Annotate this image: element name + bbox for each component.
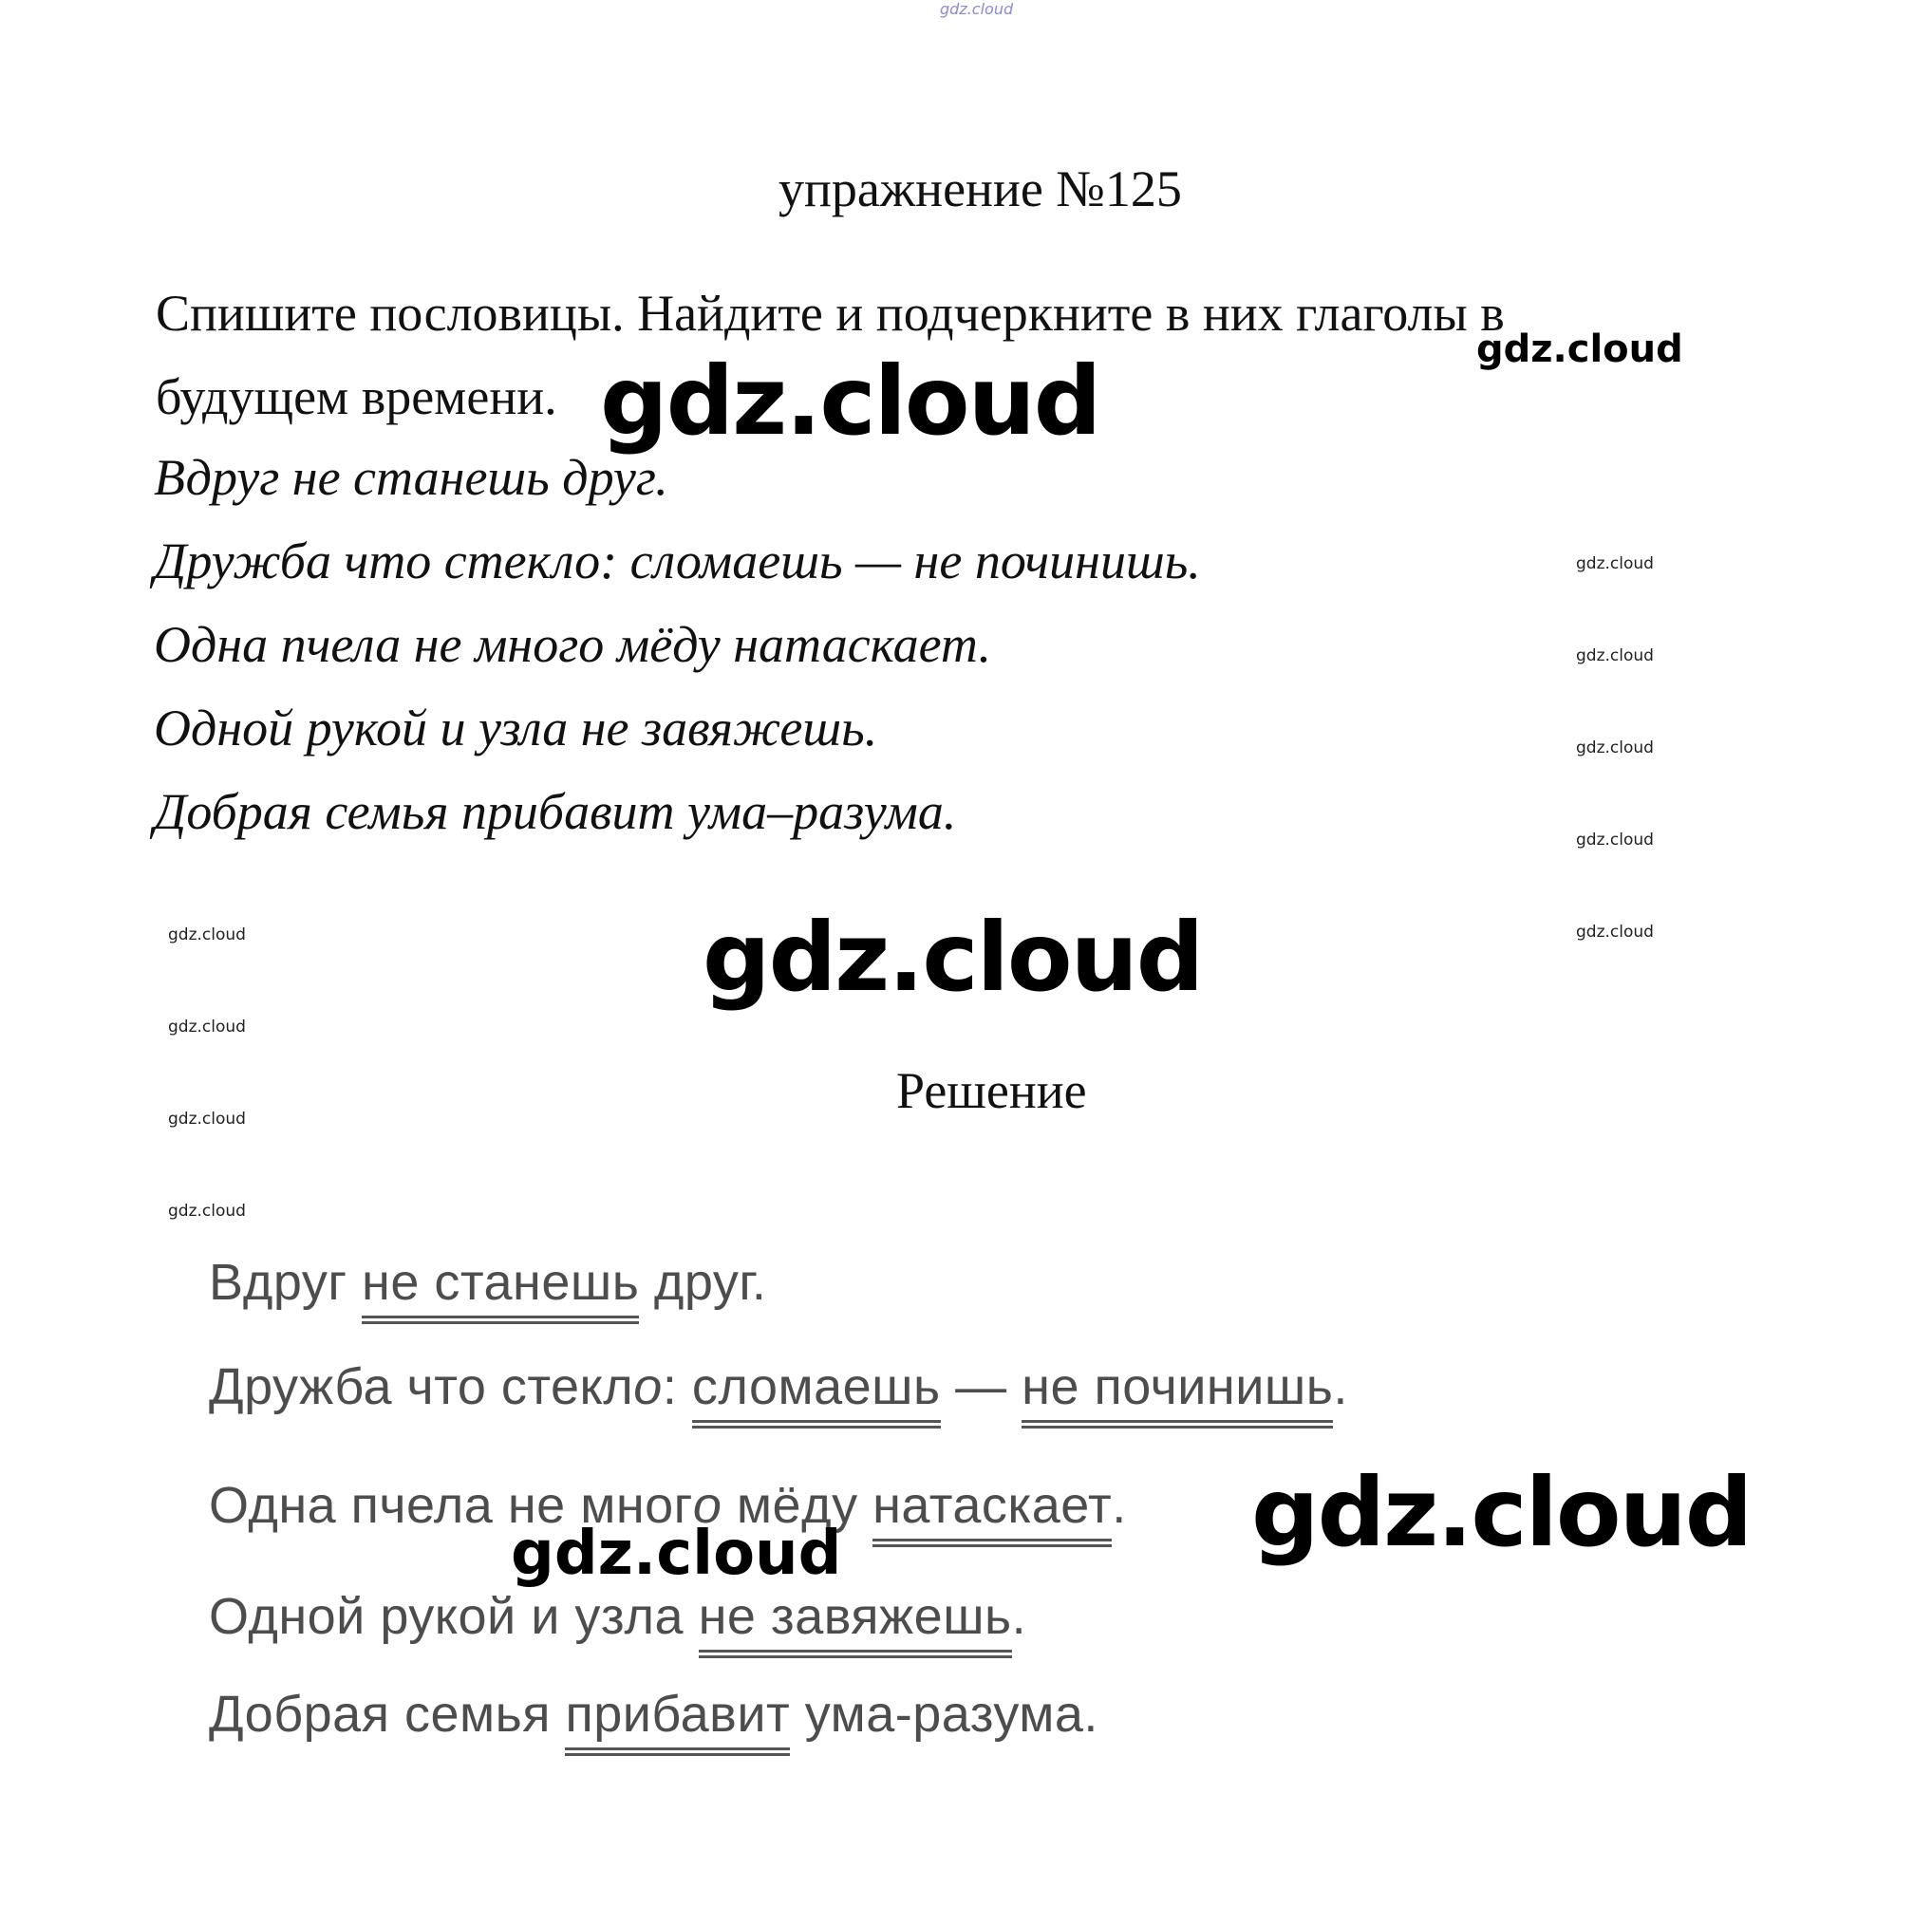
underlined-verb: не станешь xyxy=(362,1253,639,1318)
watermark-small: gdz.cloud xyxy=(1576,831,1654,850)
answer-text: Добрая семья xyxy=(209,1686,566,1743)
underlined-verb: не завяжешь xyxy=(699,1587,1012,1653)
answer-text: Дружба что стекл xyxy=(209,1358,634,1415)
answer-text: : xyxy=(662,1358,692,1415)
proverb-4: Одной рукой и узла не завяжешь. xyxy=(154,700,878,757)
answer-2 xyxy=(209,1357,1348,1423)
watermark: gdz.cloud xyxy=(511,1519,842,1589)
answer-text: мёду xyxy=(722,1477,873,1534)
proverb-2: Дружба что стекло: сломаешь — не починишь. xyxy=(154,532,1201,589)
watermark: gdz.cloud xyxy=(1476,327,1683,371)
solution-heading: Решение xyxy=(896,1062,1087,1119)
underlined-verb: натаскает xyxy=(872,1476,1112,1541)
underlined-verb: сломаешь xyxy=(692,1357,941,1423)
answer-1 xyxy=(209,1253,766,1318)
watermark-small: gdz.cloud xyxy=(168,1018,246,1037)
watermark-small: gdz.cloud xyxy=(168,1110,246,1129)
answer-text: . xyxy=(1333,1358,1348,1415)
answer-text: Вдруг xyxy=(209,1254,363,1311)
exercise-title: упражнение №125 xyxy=(778,160,1182,217)
watermark-small: gdz.cloud xyxy=(1576,923,1654,942)
answer-text: друг. xyxy=(639,1254,767,1311)
answer-text: Одной рукой и узла xyxy=(209,1588,699,1645)
answer-text: . xyxy=(1011,1588,1027,1645)
underlined-verb: не починишь xyxy=(1022,1357,1333,1423)
proverb-5: Добрая семья прибавит ума–разума. xyxy=(154,783,957,840)
task-line-1: Спишите пословицы. Найдите и подчеркните в них глаголы в xyxy=(156,285,1505,342)
task-line-2: будущем времени. xyxy=(156,368,557,425)
watermark-small: gdz.cloud xyxy=(1576,738,1654,757)
answer-4 xyxy=(209,1587,1026,1653)
answer-5 xyxy=(209,1685,1098,1750)
watermark-small: gdz.cloud xyxy=(1576,646,1654,665)
proverb-3: Одна пчела не много мёду натаскает. xyxy=(154,616,992,673)
watermark-small: gdz.cloud xyxy=(168,1202,246,1221)
watermark-small: gdz.cloud xyxy=(168,925,246,944)
watermark-small: gdz.cloud xyxy=(1576,554,1654,573)
proverb-1: Вдруг не станешь друг. xyxy=(154,449,668,506)
answer-text: . xyxy=(1112,1477,1127,1534)
answer-text: ума-разума. xyxy=(790,1686,1098,1743)
answer-text: Одна пчела не мног xyxy=(209,1477,693,1534)
watermark-top: gdz.cloud xyxy=(940,0,1014,18)
watermark-large: gdz.cloud xyxy=(703,902,1203,1013)
answer-text: — xyxy=(940,1358,1022,1415)
underlined-verb: прибавит xyxy=(565,1685,790,1750)
orthogram-letter: о xyxy=(692,1477,722,1534)
watermark-large: gdz.cloud xyxy=(1251,1457,1752,1568)
watermark-large: gdz.cloud xyxy=(600,346,1100,457)
orthogram-letter: о xyxy=(633,1358,663,1415)
